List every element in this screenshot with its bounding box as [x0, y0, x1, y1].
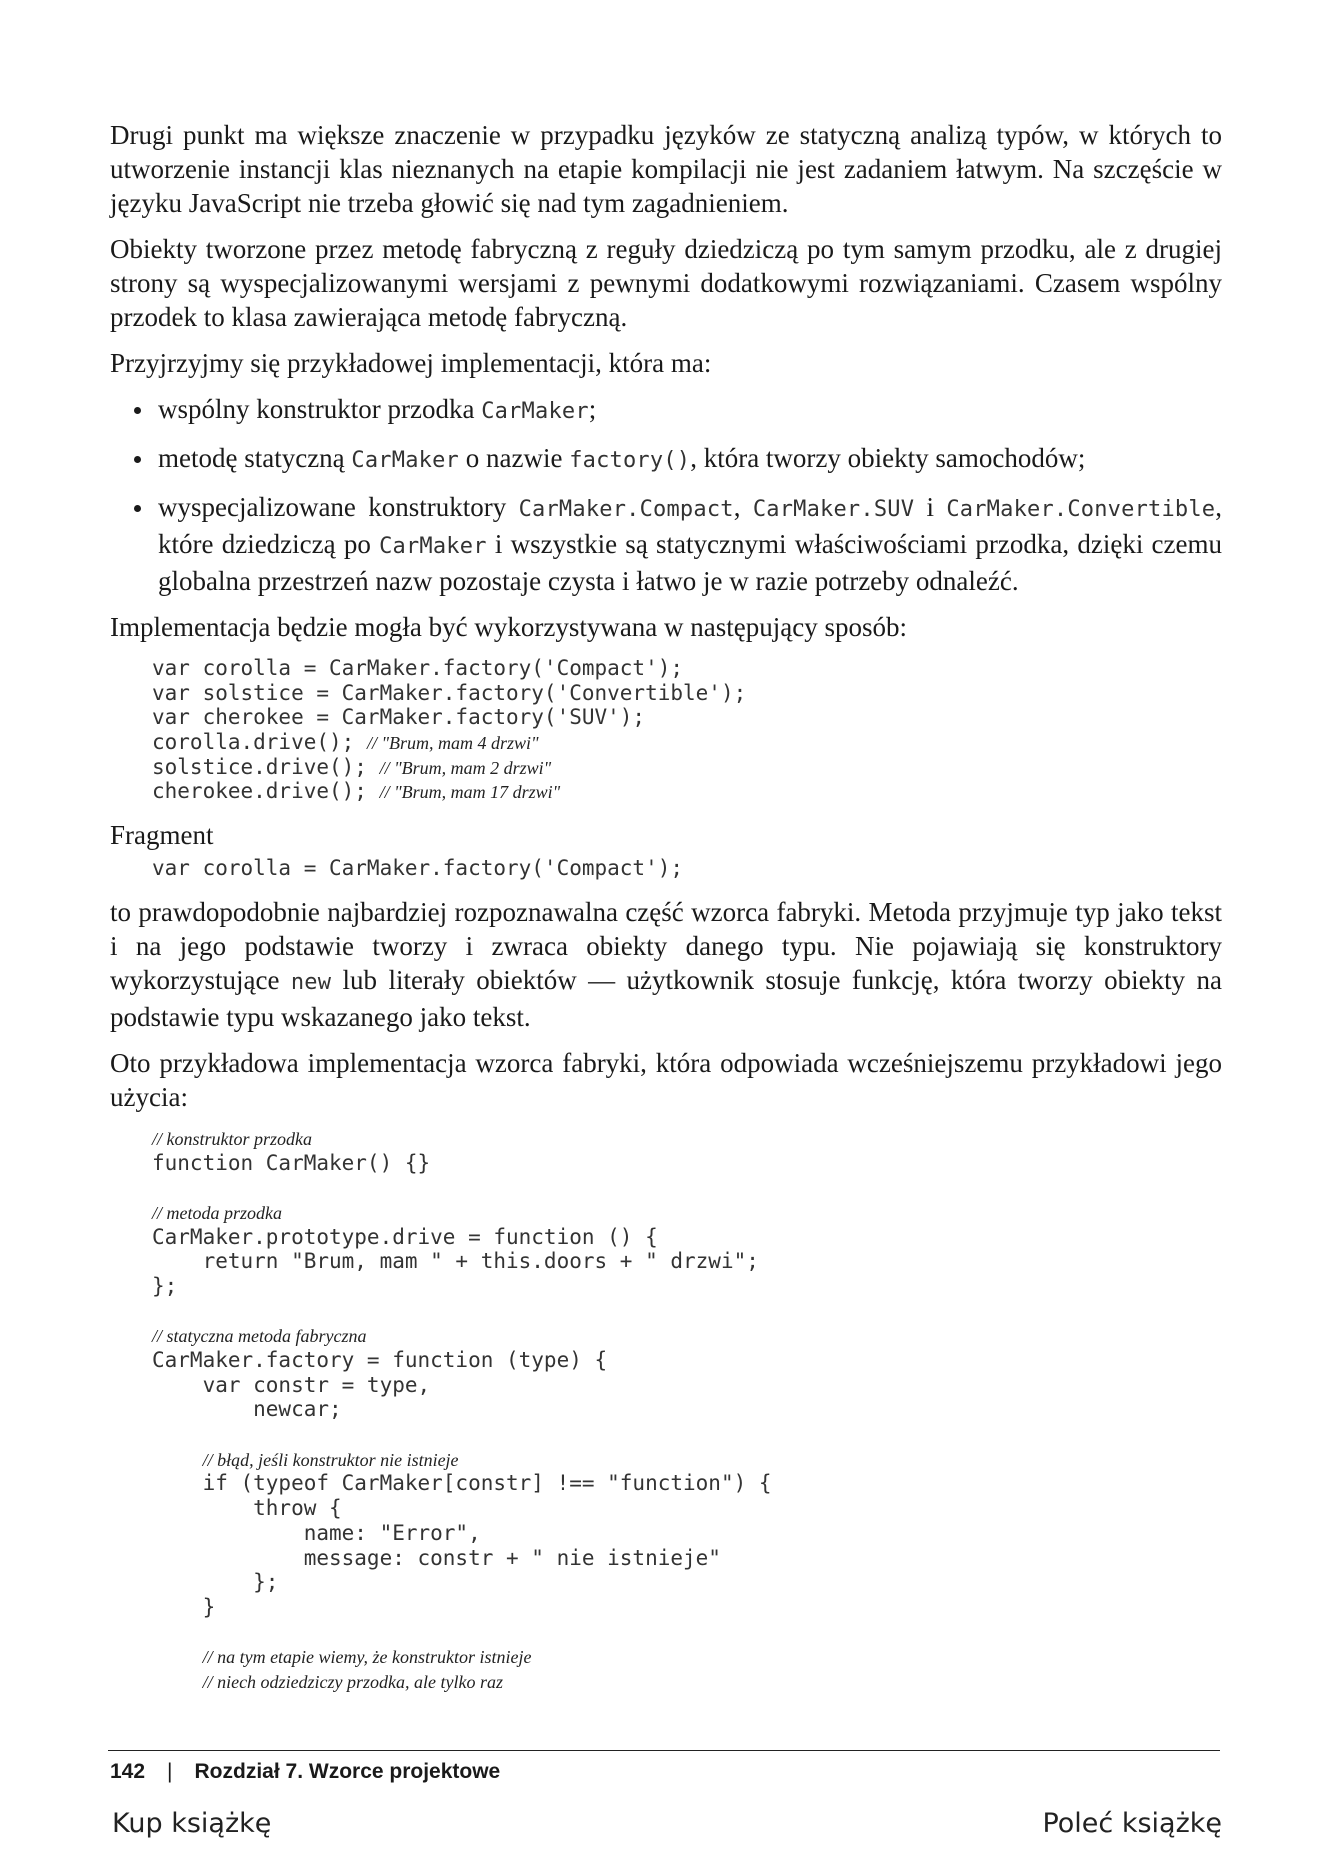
code-line	[152, 1447, 1222, 1472]
paragraph: Obiekty tworzone przez metodę fabryczną z reguły dziedziczą po tym samym przodku, ale z drugiej strony są wyspecjalizowanymi wersjami z pewnymi dodatkowymi rozwiązaniami. Czasem wspólny przodek to klasa zawierająca metodę fabryczną.	[110, 234, 1222, 332]
code-line	[152, 1471, 1222, 1496]
code-line	[152, 1521, 1222, 1546]
text-span: metodę statyczną	[158, 443, 352, 473]
text-span: lub literały obiektów — użytkownik stosuje funkcję, która tworzy obiekty na podstawie typu wskazanego jako tekst.	[110, 964, 1222, 1032]
code-text: cherokee.drive();	[152, 779, 380, 804]
code-line	[152, 1669, 1222, 1694]
code-text: };	[152, 1273, 178, 1298]
code-text: var constr = type,	[152, 1372, 431, 1397]
code-text	[152, 1669, 203, 1693]
code-text: throw {	[152, 1496, 342, 1521]
code-comment: // "Brum, mam 17 drzwi"	[379, 782, 561, 803]
list-item	[110, 490, 1222, 598]
list-item	[110, 441, 1222, 478]
text-span: , które dziedziczą po	[158, 492, 1222, 559]
code-block-fragment	[152, 856, 1222, 881]
code-text: message: constr + " nie istnieje"	[152, 1545, 721, 1570]
code-text: return "Brum, mam " + this.doors + " drzwi";	[152, 1249, 759, 1274]
inline-code: CarMaker.Convertible	[946, 497, 1216, 522]
text-span: o nazwie	[458, 443, 570, 473]
code-line	[152, 1175, 1222, 1200]
paragraph: Drugi punkt ma większe znaczenie w przypadku języków ze statyczną analizą typów, w których to utworzenie instancji klas nieznanych na etapie kompilacji nie jest zadaniem łatwym. Na szczęście w języku JavaScript nie trzeba głowić się nad tym zagadnieniem.	[110, 120, 1222, 218]
code-text	[152, 1644, 203, 1668]
text-span: wspólny konstruktor przodka	[158, 394, 482, 424]
code-line	[152, 1595, 1222, 1620]
code-comment: // błąd, jeśli konstruktor nie istnieje	[202, 1449, 459, 1470]
bullet-icon	[134, 456, 141, 463]
code-line	[152, 705, 1222, 730]
text-span: to prawdopodobnie najbardziej rozpoznawalna część wzorca fabryki. Metoda przyjmuje typ jako tekst i na jego podstawie tworzy i zwraca obiekty danego typu. Nie pojawiają się konstruktory wykorzystujące	[110, 896, 1222, 995]
inline-code: CarMaker.SUV	[752, 497, 915, 522]
code-comment: // statyczna metoda fabryczna	[152, 1326, 367, 1347]
code-comment: // niech odziedziczy przodka, ale tylko raz	[202, 1671, 504, 1692]
buy-book-link[interactable]: Kup książkę	[112, 1808, 272, 1839]
code-text: function CarMaker() {}	[152, 1150, 431, 1175]
paragraph: Przyjrzyjmy się przykładowej implementacji, która ma:	[110, 348, 712, 378]
code-text: corolla.drive();	[152, 730, 367, 755]
code-text: newcar;	[152, 1397, 342, 1422]
inline-code: CarMaker.Compact	[518, 497, 734, 522]
page-number: 142	[110, 1760, 146, 1783]
code-line	[152, 779, 1222, 804]
inline-code: CarMaker	[379, 534, 487, 559]
code-text: var solstice = CarMaker.factory('Convertible');	[152, 680, 747, 705]
footer-divider	[108, 1750, 1220, 1751]
code-comment: // "Brum, mam 4 drzwi"	[366, 733, 539, 754]
code-line	[152, 1546, 1222, 1571]
code-comment: // metoda przodka	[152, 1202, 282, 1223]
code-line	[152, 1570, 1222, 1595]
code-line	[152, 1620, 1222, 1645]
bullet-icon	[134, 505, 141, 512]
code-line	[152, 1422, 1222, 1447]
recommend-book-link[interactable]: Poleć książkę	[1042, 1808, 1222, 1839]
inline-code: CarMaker	[351, 448, 459, 473]
code-line	[152, 1397, 1222, 1422]
footer-separator: |	[167, 1760, 173, 1783]
code-comment: // "Brum, mam 2 drzwi"	[379, 757, 552, 778]
text-span: ;	[588, 394, 597, 424]
text-span: i	[914, 492, 947, 522]
code-text: solstice.drive();	[152, 754, 380, 779]
code-line	[152, 730, 1222, 755]
code-line	[152, 1151, 1222, 1176]
code-block-usage	[152, 656, 1222, 804]
paragraph: Implementacja będzie mogła być wykorzystywana w następujący sposób:	[110, 612, 908, 642]
code-text	[152, 1447, 203, 1471]
chapter-title: Rozdział 7. Wzorce projektowe	[194, 1760, 501, 1783]
code-line	[152, 1249, 1222, 1274]
code-line	[152, 656, 1222, 681]
code-line	[152, 1126, 1222, 1151]
code-line	[152, 755, 1222, 780]
inline-code: CarMaker	[481, 399, 589, 424]
code-line: var corolla = CarMaker.factory('Compact');	[152, 856, 684, 881]
code-line	[152, 1299, 1222, 1324]
code-line	[152, 1323, 1222, 1348]
code-text: }	[152, 1594, 216, 1619]
page-content	[110, 118, 1222, 1708]
text-span: i wszystkie są statycznymi właściwościami przodka, dzięki czemu globalna przestrzeń nazw pozostaje czysta i łatwo je w razie potrzeby odnaleźć.	[158, 529, 1222, 596]
code-line	[152, 1348, 1222, 1373]
code-line	[152, 1373, 1222, 1398]
code-text: var cherokee = CarMaker.factory('SUV');	[152, 705, 646, 730]
inline-code: factory()	[569, 448, 691, 473]
code-line	[152, 1225, 1222, 1250]
code-text: name: "Error",	[152, 1520, 481, 1545]
code-text: CarMaker.factory = function (type) {	[152, 1348, 608, 1372]
text-span: ,	[733, 492, 753, 522]
text-span: wyspecjalizowane konstruktory	[158, 492, 519, 522]
paragraph: Fragment	[110, 820, 214, 851]
bullet-list	[110, 392, 1222, 598]
code-text: var corolla = CarMaker.factory('Compact');	[152, 656, 684, 680]
code-line	[152, 1496, 1222, 1521]
code-text: if (typeof CarMaker[constr] !== "function") {	[152, 1471, 772, 1496]
code-block-implementation	[152, 1126, 1222, 1694]
text-span: , która tworzy obiekty samochodów;	[690, 443, 1086, 473]
code-line	[152, 1200, 1222, 1225]
code-text: CarMaker.prototype.drive = function () {	[152, 1224, 658, 1249]
list-item	[110, 392, 1222, 429]
inline-code: new	[290, 969, 332, 995]
code-line	[152, 681, 1222, 706]
paragraph: Oto przykładowa implementacja wzorca fabryki, która odpowiada wcześniejszemu przykładowi jego użycia:	[110, 1047, 1222, 1112]
paragraph	[110, 895, 1222, 1034]
bullet-icon	[134, 407, 141, 414]
code-text: };	[152, 1570, 279, 1595]
code-line	[152, 1274, 1222, 1299]
code-line	[152, 1644, 1222, 1669]
code-comment: // na tym etapie wiemy, że konstruktor istnieje	[202, 1647, 532, 1668]
code-comment: // konstruktor przodka	[152, 1128, 312, 1149]
page-footer	[110, 1760, 500, 1784]
